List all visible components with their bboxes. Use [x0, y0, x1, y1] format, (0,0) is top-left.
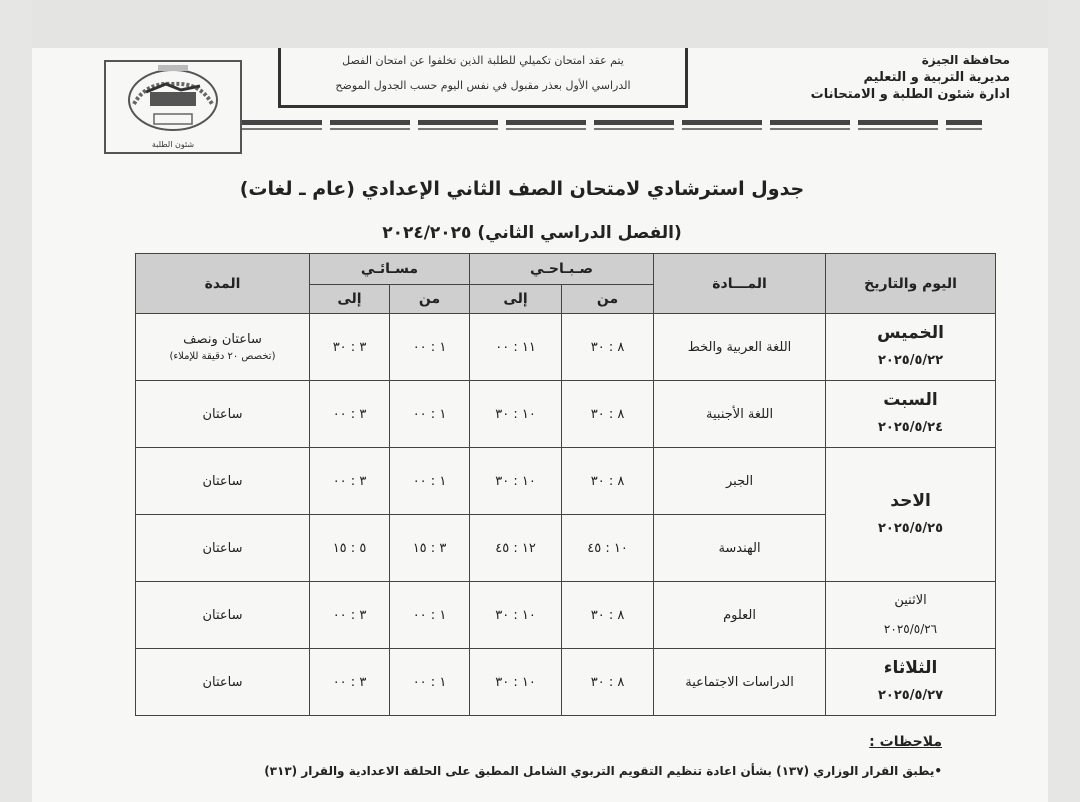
exam-date: ٢٠٢٥/٥/٢٦ — [883, 622, 938, 636]
governorate-name: محافظة الجيزة — [921, 53, 1010, 67]
exam-date: ٢٠٢٥/٥/٢٤ — [878, 420, 944, 435]
morning-to-cell: ١٢ : ٤٥ — [470, 515, 562, 582]
table-row — [136, 448, 996, 515]
header-evening: مسـائـي — [310, 254, 470, 285]
evening-from-cell: ٣ : ١٥ — [390, 515, 470, 582]
morning-from-cell: ٨ : ٣٠ — [562, 582, 654, 649]
directorate-name: مديرية التربية و التعليم — [863, 70, 1010, 85]
morning-from-cell: ٨ : ٣٠ — [562, 448, 654, 515]
morning-to-cell: ١١ : ٠٠ — [470, 314, 562, 381]
evening-to-cell: ٣ : ٠٠ — [310, 649, 390, 716]
morning-from-cell: ٨ : ٣٠ — [562, 314, 654, 381]
header-morning-from: من — [562, 285, 654, 314]
duration-cell: ساعتان — [136, 649, 310, 716]
duration-cell: ساعتان — [136, 582, 310, 649]
duration-value: ساعتان ونصف — [183, 332, 262, 347]
evening-from-cell: ١ : ٠٠ — [390, 448, 470, 515]
day-date-cell — [826, 582, 996, 649]
notice-line-2: الدراسي الأول بعذر مقبول في نفس اليوم حسب الجدول الموضح — [335, 79, 631, 92]
header-evening-to: إلى — [310, 285, 390, 314]
day-name: الاحد — [890, 490, 931, 511]
morning-to-cell: ١٠ : ٣٠ — [470, 582, 562, 649]
morning-from-cell: ١٠ : ٤٥ — [562, 515, 654, 582]
evening-from-cell: ١ : ٠٠ — [390, 582, 470, 649]
exam-date: ٢٠٢٥/٥/٢٢ — [878, 353, 944, 368]
exam-schedule-table — [135, 253, 996, 716]
notice-box — [278, 48, 688, 108]
subject-cell: العلوم — [654, 582, 826, 649]
duration-note: (تخصص ٢٠ دقيقة للإملاء) — [169, 351, 276, 362]
evening-to-cell: ٣ : ٠٠ — [310, 448, 390, 515]
duration-cell — [136, 314, 310, 381]
day-date-cell — [826, 381, 996, 448]
table-row — [136, 314, 996, 381]
scan-border-left — [0, 0, 32, 802]
morning-from-cell: ٨ : ٣٠ — [562, 381, 654, 448]
evening-to-cell: ٣ : ٠٠ — [310, 381, 390, 448]
day-name: السبت — [883, 390, 938, 410]
subject-cell: الدراسات الاجتماعية — [654, 649, 826, 716]
table-row — [136, 381, 996, 448]
issuing-authority — [710, 52, 1010, 103]
day-date-cell — [826, 448, 996, 582]
evening-to-cell: ٣ : ٠٠ — [310, 582, 390, 649]
day-date-cell — [826, 314, 996, 381]
header-divider — [242, 120, 982, 130]
day-name: الخميس — [877, 323, 944, 343]
department-name: ادارة شئون الطلبة و الامتحانات — [810, 87, 1010, 102]
logo-caption: شئون الطلبة — [151, 140, 195, 149]
scan-border-top — [0, 0, 1080, 48]
table-row — [136, 582, 996, 649]
document-subtitle: (الفصل الدراسي الثاني) ٢٠٢٤/٢٠٢٥ — [382, 223, 682, 243]
evening-to-cell: ٥ : ١٥ — [310, 515, 390, 582]
table-header-row — [136, 254, 996, 285]
evening-from-cell: ١ : ٠٠ — [390, 649, 470, 716]
header-subject: المـــادة — [654, 254, 826, 314]
notice-line-1: يتم عقد امتحان تكميلي للطلبة الذين تخلفوا عن امتحان الفصل — [342, 54, 624, 67]
ministry-logo — [104, 60, 242, 154]
subject-cell: الهندسة — [654, 515, 826, 582]
morning-to-cell: ١٠ : ٣٠ — [470, 381, 562, 448]
morning-to-cell: ١٠ : ٣٠ — [470, 448, 562, 515]
duration-cell: ساعتان — [136, 448, 310, 515]
table-row — [136, 649, 996, 716]
morning-from-cell: ٨ : ٣٠ — [562, 649, 654, 716]
exam-date: ٢٠٢٥/٥/٢٥ — [878, 520, 944, 536]
day-name: الاثنين — [894, 593, 927, 608]
document-title: جدول استرشادي لامتحان الصف الثاني الإعدادي (عام ـ لغات) — [239, 178, 805, 200]
subject-cell: الجبر — [654, 448, 826, 515]
exam-date: ٢٠٢٥/٥/٢٧ — [878, 688, 944, 703]
scan-border-right — [1048, 0, 1080, 802]
logo-emblem-icon — [106, 62, 240, 152]
day-name: الثلاثاء — [883, 658, 938, 678]
header-morning-to: إلى — [470, 285, 562, 314]
subject-cell: اللغة الأجنبية — [654, 381, 826, 448]
evening-to-cell: ٣ : ٣٠ — [310, 314, 390, 381]
header-evening-from: من — [390, 285, 470, 314]
header-duration: المدة — [136, 254, 310, 314]
subject-cell: اللغة العربية والخط — [654, 314, 826, 381]
evening-from-cell: ١ : ٠٠ — [390, 314, 470, 381]
header-morning: صـبـاحـي — [470, 254, 654, 285]
evening-from-cell: ١ : ٠٠ — [390, 381, 470, 448]
notes-label: ملاحظات : — [869, 734, 942, 750]
morning-to-cell: ١٠ : ٣٠ — [470, 649, 562, 716]
duration-cell: ساعتان — [136, 381, 310, 448]
header-day-date: اليوم والتاريخ — [826, 254, 996, 314]
duration-cell: ساعتان — [136, 515, 310, 582]
day-date-cell — [826, 649, 996, 716]
document-page — [32, 48, 1048, 802]
note-item: •يطبق القرار الوزاري (١٣٧) بشأن اعادة تنظيم التقويم التربوي الشامل المطبق على الحلقة الاعدادية والقرار (٣١٣) — [264, 764, 942, 778]
